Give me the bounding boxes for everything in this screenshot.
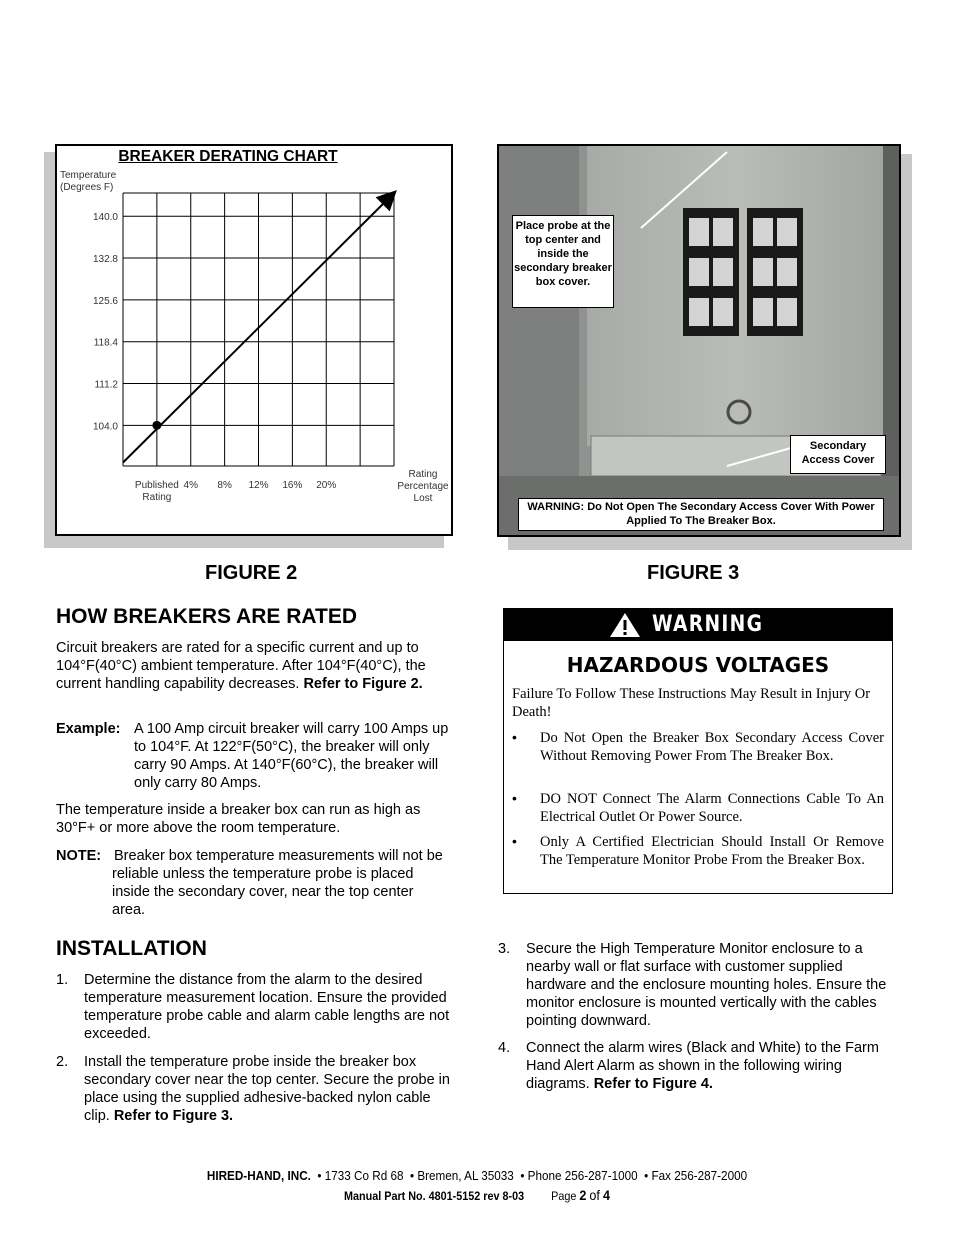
example-label: Example:: [56, 721, 121, 737]
warning-subtitle: HAZARDOUS VOLTAGES: [566, 653, 830, 677]
x-tick-label: Published: [134, 480, 179, 491]
x-tick-label: 4%: [183, 480, 198, 491]
warning-header: [504, 609, 892, 641]
step-ref-figure4: Refer to Figure 4.: [593, 1076, 713, 1092]
x-tick-label: 16%: [282, 480, 303, 491]
y-tick-label: 140.0: [92, 212, 118, 224]
rated-paragraph-1: Circuit breakers are rated for a specific current and up to 104°F(40°C) ambient temperature. After 104°F(40°C), the current handling capability decreases. Refer to Figure 2.: [56, 640, 426, 692]
footer-of-word: of: [589, 1187, 600, 1203]
warning-intro: Failure To Follow These Instructions May Result in Injury Or Death!: [512, 686, 871, 720]
chart-xlabel-line1: Rating: [408, 469, 438, 480]
chart-xlabel-line2: Percentage: [397, 481, 449, 492]
chart-xlabel-line3: Lost: [413, 493, 433, 504]
footer-phone: Phone 256-287-1000: [527, 1168, 638, 1183]
warning-triangle-icon: [608, 611, 642, 639]
callout-secondary-access-cover: Secondary Access Cover: [790, 435, 886, 474]
footer-city: Bremen, AL 35033: [417, 1168, 514, 1183]
y-tick-label: 104.0: [92, 421, 118, 433]
example-text: A 100 Amp circuit breaker will carry 100 Amps up to 104°F. At 122°F(50°C), the breaker will only carry 90 Amps. At 140°F(60°C), the breaker will only carry 80 Amps.: [134, 721, 449, 791]
note-text: Breaker box temperature measurements will not be reliable unless the temperature probe is placed inside the secondary cover, near the top center area.: [112, 848, 443, 918]
footer-contact: HIRED-HAND, INC. • 1733 Co Rd 68 • Bremen, AL 35033 • Phone 256-287-1000 • Fax 256-287-2000: [206, 1168, 748, 1183]
breaker-derating-chart: [55, 144, 453, 536]
breaker-group-right: [747, 208, 803, 336]
bullet-dot: •: [512, 729, 517, 745]
footer-page-number: 2: [579, 1187, 587, 1203]
footer-page-total: 4: [602, 1187, 610, 1203]
step-text: Connect the alarm wires (Black and White) to the Farm Hand Alert Alarm as shown in the following wiring diagrams. Refer to Figure 4.: [526, 1040, 879, 1092]
step-text: Determine the distance from the alarm to the desired temperature measurement location. Ensure the provided temperature probe cable and alarm cable lengths are not exceeded.: [84, 972, 450, 1042]
installation-heading: INSTALLATION: [56, 937, 207, 960]
published-rating-marker: [152, 421, 161, 430]
rated-paragraph-2: The temperature inside a breaker box can run as high as 30°F+ or more above the room temperature.: [56, 802, 421, 836]
warning-caption: WARNING: Do Not Open The Secondary Access Cover With Power Applied To The Breaker Box.: [518, 498, 884, 531]
note-label: NOTE:: [56, 848, 102, 864]
x-tick-label: Rating: [142, 492, 172, 503]
chart-ylabel-line2: (Degrees F): [60, 182, 114, 193]
chart-plot: [57, 146, 451, 534]
x-tick-label: 12%: [248, 480, 269, 491]
step-text: Install the temperature probe inside the breaker box secondary cover near the top center. Secure the probe in place using the supplied adhesive-backed nylon cable clip. Refer to Figure 3.: [84, 1054, 450, 1124]
figure2-label: FIGURE 2: [205, 562, 298, 584]
breaker-box-illustration: [499, 146, 899, 535]
step-number: 4.: [498, 1040, 511, 1056]
step-number: 2.: [56, 1054, 69, 1070]
y-tick-label: 125.6: [92, 295, 118, 307]
breaker-group-left: [683, 208, 739, 336]
y-tick-label: 118.4: [93, 337, 118, 349]
footer-manual-part: Manual Part No. 4801-5152 rev 8-03: [344, 1189, 525, 1203]
step-number: 1.: [56, 972, 69, 988]
chart-title: BREAKER DERATING CHART: [118, 148, 338, 165]
footer-address: 1733 Co Rd 68: [324, 1168, 404, 1183]
figure3-label: FIGURE 3: [647, 562, 740, 584]
step-text: Secure the High Temperature Monitor enclosure to a nearby wall or flat surface with customer supplied hardware and the enclosure mounting holes. Ensure the monitor enclosure is mounted vertically with the cables pointing downward.: [526, 941, 887, 1029]
footer-company: HIRED-HAND, INC.: [206, 1168, 311, 1183]
step-ref-figure3: Refer to Figure 3.: [113, 1108, 234, 1124]
y-tick-label: 132.8: [92, 254, 118, 266]
footer-page-word: Page: [551, 1189, 577, 1203]
breaker-box-photo: [497, 144, 901, 537]
chart-ylabel: Temperature: [60, 170, 117, 181]
warning-box: WARNING HAZARDOUS VOLTAGES Failure To Follow These Instructions May Result in Injury Or Death! • Do Not Open the Breaker Box Secondary Access Cover Without Removing Power From The Breaker Box. • DO NOT Connect The Alarm Connections Cable To An Electrical Outlet Or Power Source. • Only A Certified Electrician Should Install Or Remove The Temperature Monitor Probe From the Breaker Box.: [503, 608, 893, 894]
rated-heading: HOW BREAKERS ARE RATED: [56, 605, 358, 628]
bullet-dot: •: [512, 790, 517, 806]
step-number: 3.: [498, 941, 511, 957]
warning-title: WARNING: [652, 612, 764, 637]
x-tick-label: 20%: [316, 480, 337, 491]
footer-manual: [48, 1187, 907, 1203]
y-tick-label: 111.2: [94, 379, 118, 391]
footer-fax: Fax 256-287-2000: [651, 1168, 748, 1183]
x-tick-label: 8%: [217, 480, 232, 491]
rated-ref-figure2: Refer to Figure 2.: [303, 676, 423, 692]
callout-probe-placement: Place probe at the top center and inside the secondary breaker box cover.: [512, 215, 614, 308]
bullet-dot: •: [512, 833, 517, 849]
